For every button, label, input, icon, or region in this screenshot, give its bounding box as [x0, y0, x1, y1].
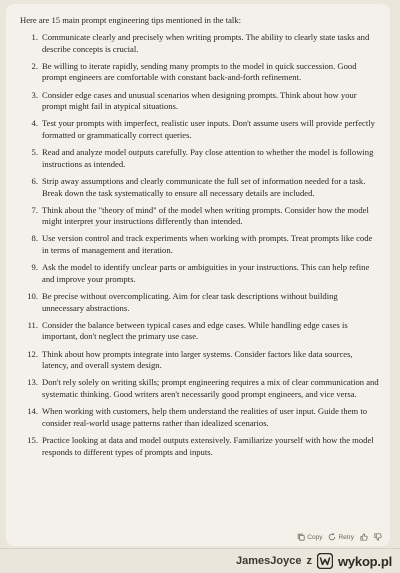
list-text: Think about the "theory of mind" of the model when writing prompts. Consider how the model might interpret your instructions differently than intended. — [42, 204, 369, 227]
list-number: 9. — [31, 262, 38, 273]
list-number: 6. — [31, 175, 38, 186]
list-item — [20, 176, 380, 199]
watermark-username: JamesJoyce — [236, 555, 302, 567]
list-text: Read and analyze model outputs carefully. Pay close attention to whether the model is following instructions as intended. — [42, 147, 374, 169]
list-number: 7. — [31, 204, 38, 215]
watermark — [236, 553, 392, 569]
message-intro: Here are 15 main prompt engineering tips mentioned in the talk: — [20, 15, 241, 25]
assistant-message — [6, 4, 390, 546]
list-number: 15. — [27, 434, 38, 445]
wykop-logo-icon — [317, 553, 333, 569]
list-number: 8. — [31, 233, 38, 244]
list-item — [20, 118, 380, 141]
list-text: Be willing to iterate rapidly, sending many prompts to the model in quick succession. Good prompt engineers are comfortable with constant back-and-forth refinement. — [42, 60, 357, 83]
list-item — [20, 320, 380, 343]
list-item — [20, 90, 380, 113]
list-number: 3. — [31, 89, 38, 100]
copy-button[interactable] — [297, 533, 322, 541]
tips-list — [20, 32, 380, 458]
list-number: 2. — [31, 60, 38, 71]
list-text: Ask the model to identify unclear parts or ambiguities in your instructions. This can help refine and improve your prompts. — [42, 262, 370, 284]
watermark-separator: z — [306, 555, 312, 567]
list-text: Practice looking at data and model outputs extensively. Familiarize yourself with how the model responds to different types of prompts and inputs. — [42, 434, 374, 457]
list-item — [20, 61, 380, 84]
list-number: 14. — [27, 406, 38, 417]
thumbs-down-icon — [374, 533, 382, 541]
watermark-bar — [0, 548, 400, 573]
list-item — [20, 435, 380, 458]
retry-icon — [328, 533, 336, 541]
watermark-site: wykop.pl — [337, 553, 392, 569]
list-item — [20, 349, 380, 372]
retry-label: Retry — [338, 533, 354, 541]
list-item — [20, 262, 380, 285]
thumbs-down-button[interactable] — [374, 533, 382, 541]
list-text: Use version control and track experiments when working with prompts. Treat prompts like code in terms of management and iteration. — [42, 233, 373, 256]
list-text: Test your prompts with imperfect, realistic user inputs. Don't assume users will provide perfectly formatted or grammatically correct queries. — [42, 118, 375, 140]
retry-button[interactable] — [328, 533, 354, 541]
list-number: 13. — [27, 377, 38, 388]
list-item — [20, 205, 380, 228]
list-text: Don't rely solely on writing skills; prompt engineering requires a mix of clear communication and systematic thinking. Good writers aren't necessarily good prompt engineers, and vice versa. — [42, 377, 379, 399]
list-number: 10. — [27, 291, 38, 302]
thumbs-up-icon — [360, 533, 368, 541]
list-item — [20, 291, 380, 314]
list-item — [20, 32, 380, 55]
list-item — [20, 147, 380, 170]
list-number: 5. — [31, 147, 38, 158]
copy-icon — [297, 533, 305, 541]
list-number: 4. — [31, 118, 38, 129]
thumbs-up-button[interactable] — [360, 533, 368, 541]
message-actions — [297, 533, 382, 541]
list-text: Be precise without overcomplicating. Aim for clear task descriptions without building unnecessary abstractions. — [42, 291, 338, 313]
list-text: Consider edge cases and unusual scenarios when designing prompts. Think about how your prompt might fail in atypical situations. — [42, 89, 357, 112]
list-item — [20, 233, 380, 256]
list-text: Strip away assumptions and clearly communicate the full set of information needed for a task. Break down the task systematically to ensure all necessary details are included. — [42, 175, 366, 198]
list-number: 1. — [31, 32, 38, 42]
list-item — [20, 377, 380, 400]
list-text: When working with customers, help them understand the realities of user input. Guide them to consider real-world usage patterns rather than idealized scenarios. — [42, 406, 368, 428]
copy-label: Copy — [307, 533, 323, 541]
list-text: Communicate clearly and precisely when writing prompts. The ability to clearly state tasks and describe concepts is crucial. — [42, 32, 370, 54]
list-text: Think about how prompts integrate into larger systems. Consider factors like data sources, latency, and overall system design. — [42, 348, 353, 371]
list-item — [20, 406, 380, 429]
list-number: 12. — [27, 348, 38, 359]
list-number: 11. — [27, 319, 38, 330]
list-text: Consider the balance between typical cases and edge cases. While handling edge cases is important, don't neglect the primary use case. — [42, 319, 348, 342]
